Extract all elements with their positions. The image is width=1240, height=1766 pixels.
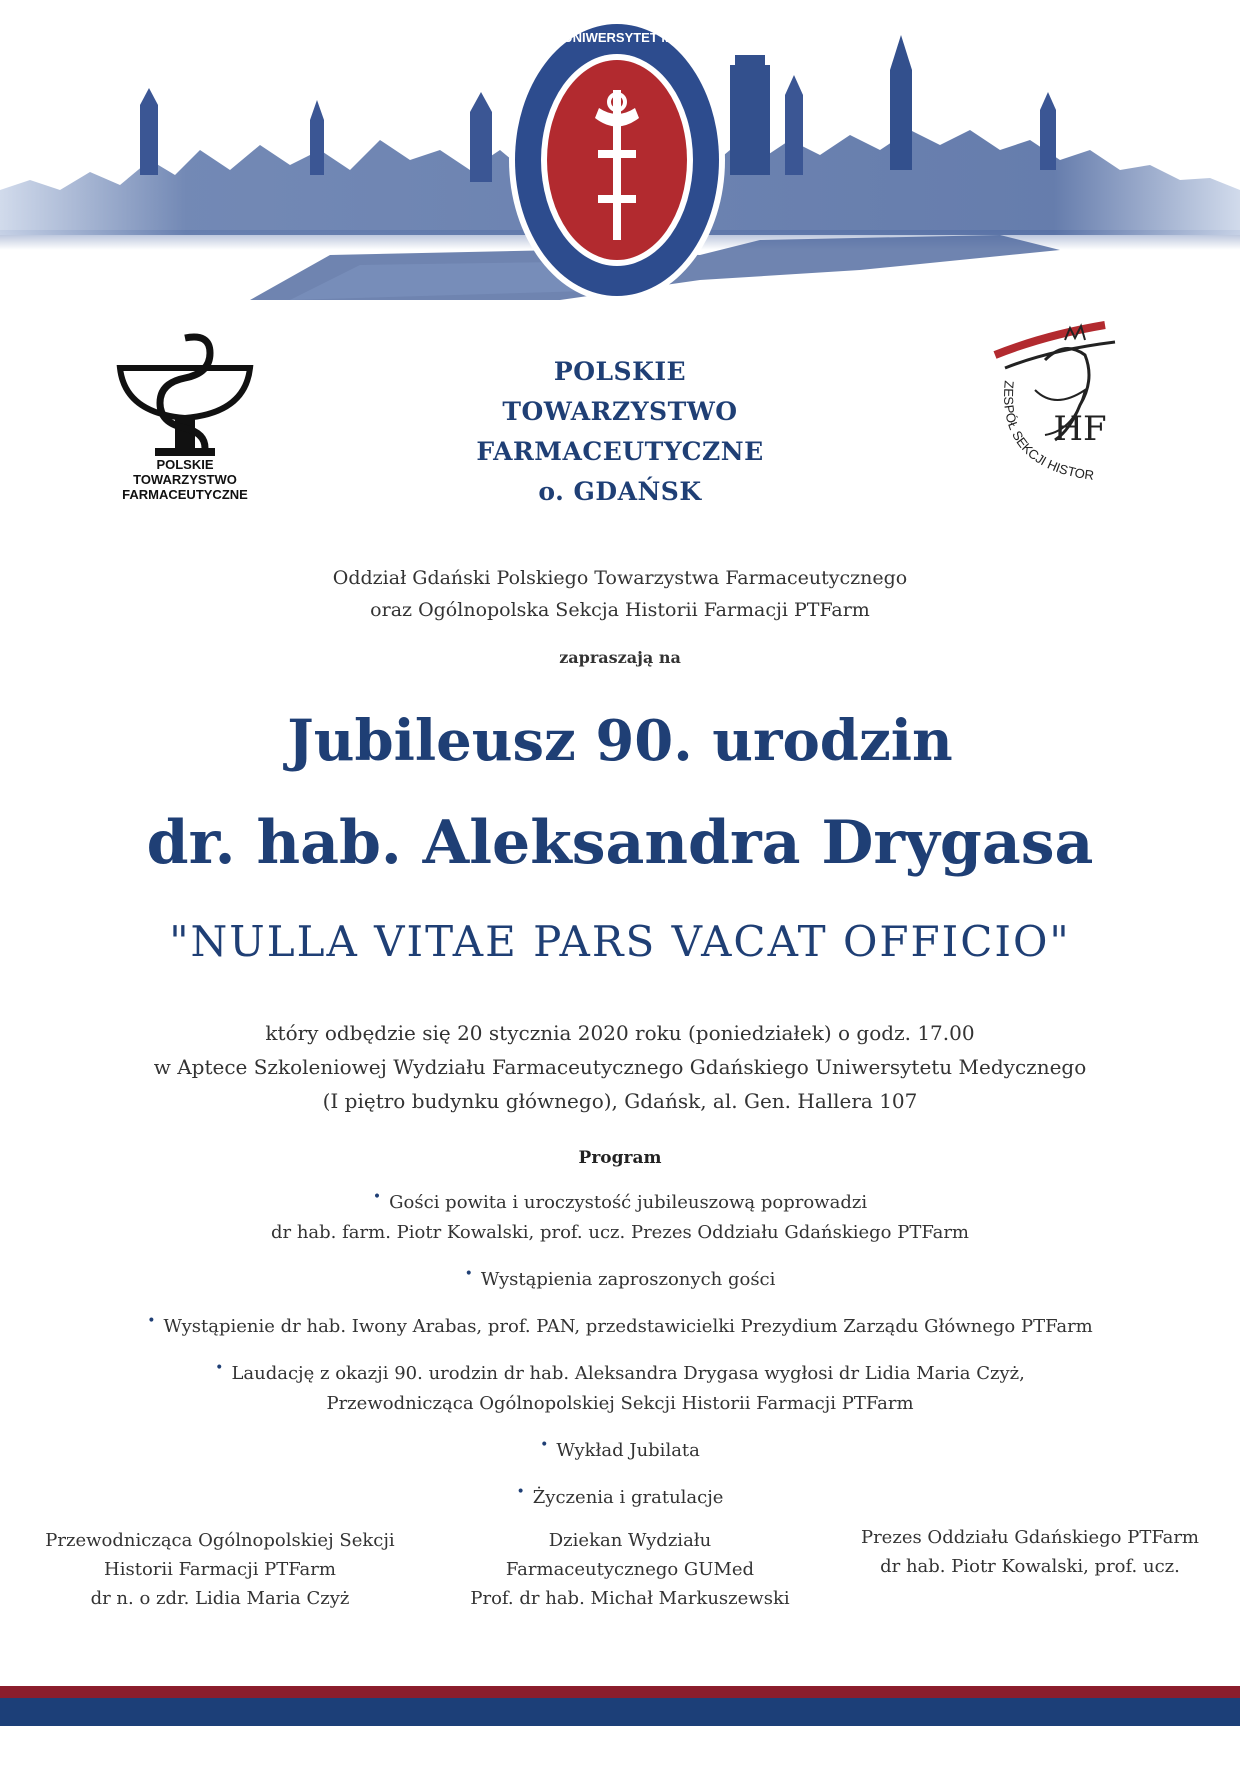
intro-line-2: oraz Ogólnopolska Sekcja Historii Farmacji PTFarm xyxy=(370,599,870,621)
organization-name xyxy=(420,352,820,512)
svg-text:ZESPÓŁ SEKCJI HISTORII FARMACJ xyxy=(985,320,1095,483)
bullet-icon: • xyxy=(215,1360,224,1376)
program-heading: Program xyxy=(578,1148,662,1168)
city-skyline-banner xyxy=(0,0,1240,320)
ptfarm-logo-caption-2: TOWARZYSTWO xyxy=(133,472,237,487)
eagle-section-emblem-icon xyxy=(985,320,1135,510)
details-line-1: który odbędzie się 20 stycznia 2020 roku (poniedziałek) o godz. 17.00 xyxy=(265,1021,975,1045)
honoree-name: dr. hab. Aleksandra Drygasa xyxy=(146,808,1094,878)
program-list xyxy=(60,1182,1180,1524)
bullet-icon: • xyxy=(464,1266,473,1282)
bowl-of-hygieia-icon xyxy=(110,328,260,458)
intro-line-1: Oddział Gdański Polskiego Towarzystwa Farmaceutycznego xyxy=(332,567,908,589)
program-item: • Gości powita i uroczystość jubileuszową poprowadzi dr hab. farm. Piotr Kowalski, prof. ucz. Prezes Oddziału Gdańskiego PTFarm xyxy=(270,1189,970,1243)
org-name-line-2: TOWARZYSTWO xyxy=(502,397,738,426)
motto: "NULLA VITAE PARS VACAT OFFICIO" xyxy=(169,917,1071,966)
seal-text: GDAŃSKI UNIWERSYTET MEDYCZNY xyxy=(499,30,735,45)
signature-branch-president: Prezes Oddziału Gdańskiego PTFarm dr hab. Piotr Kowalski, prof. ucz. xyxy=(860,1527,1200,1577)
program-item: • Życzenia i gratulacje xyxy=(516,1484,724,1508)
org-name-line-1: POLSKIE xyxy=(553,357,687,386)
emblem-text: ZESPÓŁ SEKCJI HISTOR xyxy=(1001,379,1095,483)
program-item: • Wykład Jubilata xyxy=(540,1437,700,1461)
ptfarm-logo-caption-1: POLSKIE xyxy=(156,457,214,472)
signature-dean: Dziekan Wydziału Farmaceutycznego GUMed Prof. dr hab. Michał Markuszewski xyxy=(470,1530,790,1609)
org-name-line-3: FARMACEUTYCZNE xyxy=(476,437,764,466)
details-line-2: w Aptece Szkoleniowej Wydziału Farmaceutycznego Gdańskiego Uniwersytetu Medycznego xyxy=(153,1055,1087,1079)
program-item: • Laudację z okazji 90. urodzin dr hab. Aleksandra Drygasa wygłosi dr Lidia Maria Czyż, Przewodnicząca Ogólnopolskiej Sekcji Historii Farmacji PTFarm xyxy=(215,1360,1025,1414)
emblem-monogram: HF xyxy=(1053,409,1107,449)
ptfarm-logo-caption-3: FARMACEUTYCZNE xyxy=(122,487,248,502)
intro-text xyxy=(220,562,1020,626)
details-line-3: (I piętro budynku głównego), Gdańsk, al. Gen. Hallera 107 xyxy=(322,1089,918,1113)
footer-stripe-red xyxy=(0,1686,1240,1698)
bullet-icon: • xyxy=(516,1484,525,1500)
bullet-icon: • xyxy=(372,1189,382,1205)
invite-text: zapraszają na xyxy=(559,648,681,667)
program-item: • Wystąpienie dr hab. Iwony Arabas, prof. PAN, przedstawicielki Prezydium Zarządu Głównego PTFarm xyxy=(147,1313,1093,1337)
event-details xyxy=(60,1016,1180,1118)
event-title: Jubileusz 90. urodzin xyxy=(287,708,953,774)
ptfarm-logo xyxy=(110,328,260,518)
gdansk-skyline-engraving xyxy=(0,0,1240,320)
bullet-icon: • xyxy=(540,1437,549,1453)
org-name-line-4: o. GDAŃSK xyxy=(538,477,702,506)
footer-stripe-blue xyxy=(0,1698,1240,1726)
signature-section-chair: Przewodnicząca Ogólnopolskiej Sekcji Historii Farmacji PTFarm dr n. o zdr. Lidia Maria Czyż xyxy=(45,1530,395,1609)
bullet-icon: • xyxy=(147,1313,156,1329)
program-item: • Wystąpienia zaproszonych gości xyxy=(464,1266,776,1290)
history-section-logo xyxy=(985,320,1135,510)
